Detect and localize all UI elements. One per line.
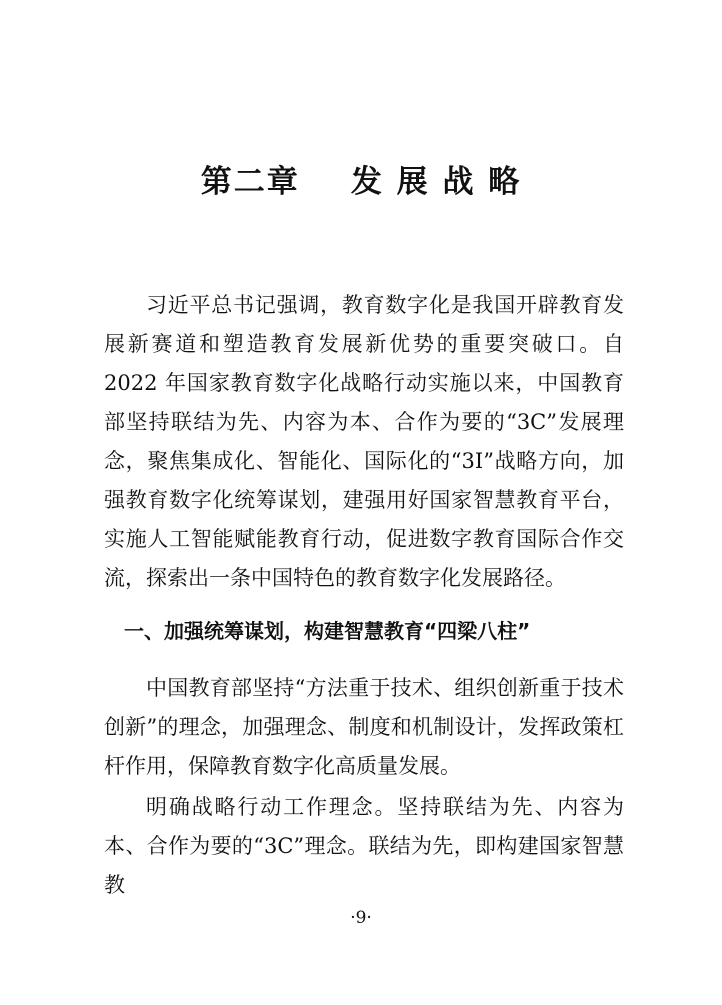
section-paragraph: 明确战略行动工作理念。坚持联结为先、内容为本、合作为要的“3C”理念。联结为先，即构建国家智慧教 [104,795,624,897]
page-number: ·9· [350,908,372,928]
section-paragraph: 中国教育部坚持“方法重于技术、组织创新重于技术创新”的理念，加强理念、制度和机制设计，发挥政策杠杆作用，保障教育数字化高质量发展。 [104,676,624,778]
chapter-title: 第二章 发 展 战 略 [200,164,522,200]
section-heading: 一、加强统筹谋划，构建智慧教育“四梁八柱” [124,619,531,643]
intro-paragraph: 习近平总书记强调，教育数字化是我国开辟教育发展新赛道和塑造教育发展新优势的重要突破口。自 2022 年国家教育数字化战略行动实施以来，中国教育部坚持联结为先、内容为本、合作为要的“3C”发展理念，聚焦集成化、智能化、国际化的“3I”战略方向，加强教育数字化统筹谋划，建强用好国家智慧教育平台，实施人工智能赋能教育行动，促进数字教育国际合作交流，探索出一条中国特色的教育数字化发展路径。 [104,293,624,590]
